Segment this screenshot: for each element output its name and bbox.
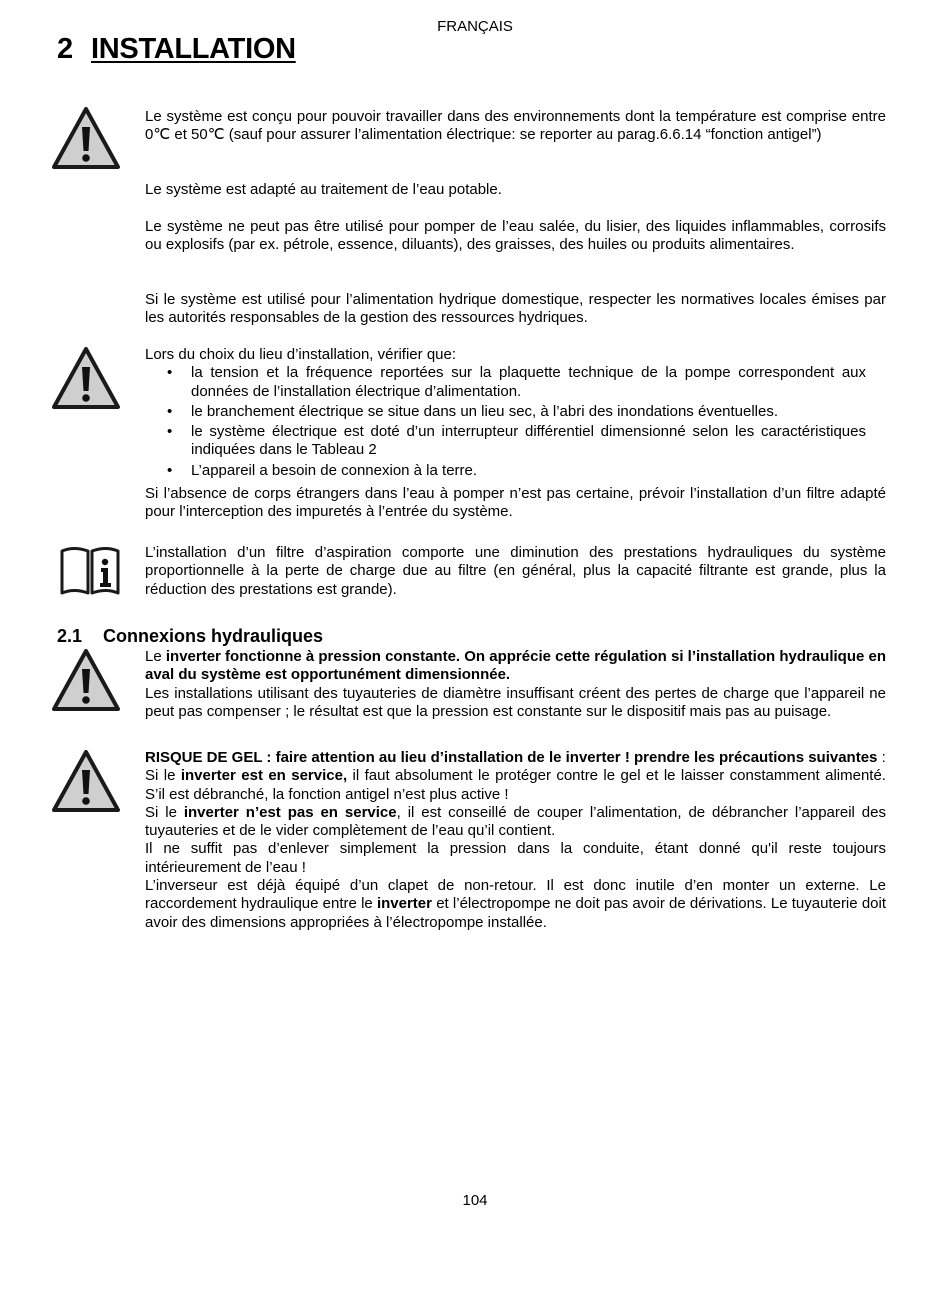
warning-icon xyxy=(50,647,122,713)
text-post: il faut absolument le protéger contre le gel et le laisser constamment alimenté. S’il est débranché, la fonction antigel n’est plus active ! xyxy=(145,767,886,803)
text-pre: L’inverseur est déjà équipé d’un clapet de non-retour. Il est donc inutile d’en monter un externe. Le raccordement hydraulique entre le xyxy=(145,877,886,913)
frost-title-bold: RISQUE DE GEL : faire attention au lieu d’installation de le inverter ! prendre les précautions suivantes xyxy=(145,749,878,766)
intro-paragraph-domestic: Si le système est utilisé pour l’alimentation hydrique domestique, respecter les normatives locales émises par les autorités responsables de la gestion des ressources hydriques. xyxy=(145,291,886,327)
checklist xyxy=(145,364,886,480)
text-pre: Si le xyxy=(145,803,184,821)
checklist-block xyxy=(145,346,886,522)
text-le: Le xyxy=(145,648,166,665)
intro-paragraph-temperature: Le système est conçu pour pouvoir travailler dans des environnements dont la température est comprise entre 0℃ et 50℃ (sauf pour assurer l’alimentation électrique: se reporter au parag.6.6.14 “fonction antigel”) xyxy=(145,108,886,144)
section-heading xyxy=(57,33,296,66)
subsection-number: 2.1 xyxy=(57,626,83,646)
manual-info-icon xyxy=(58,545,122,597)
list-item-text: la tension et la fréquence reportées sur la plaquette technique de la pompe correspondent aux données de l’installation électrique d’alimentation. xyxy=(191,364,866,400)
intro-paragraph-restrictions: Le système ne peut pas être utilisé pour pomper de l’eau salée, du lisier, des liquides inflammables, corrosifs ou explosifs (par ex. pétrole, essence, diluants), des graisses, des huiles ou produits alimentaires. xyxy=(145,218,886,254)
list-item-text: le système électrique est doté d’un interrupteur différentiel dimensionné selon les caractéristiques indiquées dans le Tableau 2 xyxy=(191,423,866,459)
subsection-title: Connexions hydrauliques xyxy=(103,626,324,646)
hydraulics-paragraph-pipes: Les installations utilisant des tuyauteries de diamètre insuffisant créent des pertes de charge que l’appareil ne peut pas compenser ; le résultat est que la pression est constante sur le dispositif mais pas au puisage. xyxy=(145,684,886,720)
list-item xyxy=(145,364,886,401)
frost-title-end: : xyxy=(877,749,886,766)
bullet: • xyxy=(167,423,173,441)
text-pre: Si le xyxy=(145,767,181,785)
section-number: 2 xyxy=(57,33,73,65)
checklist-lead: Lors du choix du lieu d’installation, vérifier que: xyxy=(145,346,457,363)
hydraulics-paragraph-pressure xyxy=(145,648,886,685)
text-post: , il est conseillé de couper l’alimentation, de débrancher l’appareil des tuyauteries et de le vider complètement de l’eau qu’il contient. xyxy=(145,803,886,840)
list-item xyxy=(145,423,886,460)
warning-icon xyxy=(50,345,122,411)
intro-paragraph-potable: Le système est adapté au traitement de l’eau potable. xyxy=(145,181,502,198)
warning-icon xyxy=(50,105,122,171)
pressure-statement: inverter fonctionne à pression constante. On apprécie cette régulation si l’installation hydraulique en aval du système est opportunément dimensionnée. xyxy=(145,648,887,684)
bullet: • xyxy=(167,402,173,420)
filter-paragraph: Si l’absence de corps étrangers dans l’eau à pomper n’est pas certaine, prévoir l’installation d’un filtre adapté pour l’interception des impuretés à l’entrée du système. xyxy=(145,485,886,521)
list-item xyxy=(145,403,886,421)
warning-icon xyxy=(50,748,122,814)
text-bold: inverter n’est pas en service xyxy=(183,803,397,821)
frost-check-valve xyxy=(145,877,886,932)
frost-block xyxy=(145,749,886,932)
list-item-text: L’appareil a besoin de connexion à la terre. xyxy=(191,461,478,479)
text-post: et l’électropompe ne doit pas avoir de dérivations. Le tuyauterie doit avoir des dimensions appropriées à l’électropompe installée. xyxy=(145,895,887,931)
section-title: INSTALLATION xyxy=(91,33,296,65)
header-language: FRANÇAIS xyxy=(437,18,513,35)
info-paragraph: L’installation d’un filtre d’aspiration comporte une diminution des prestations hydrauliques du système proportionnelle à la perte de charge due au filtre (en général, plus la capacité filtrante est grande, plus la réduction des prestations est grande). xyxy=(145,544,886,598)
subsection-heading xyxy=(57,626,323,647)
hydraulics-block xyxy=(145,648,886,721)
frost-in-service xyxy=(145,767,886,804)
frost-pressure-note: Il ne suffit pas d’enlever simplement la pression dans la conduite, étant donné qu'il reste toujours intérieurement de l’eau ! xyxy=(145,840,886,876)
bullet: • xyxy=(167,364,173,382)
text-bold: inverter xyxy=(376,895,432,913)
frost-title xyxy=(145,749,886,767)
bullet: • xyxy=(167,461,173,479)
page-number: 104 xyxy=(462,1192,488,1209)
frost-not-in-service xyxy=(145,804,886,841)
list-item xyxy=(145,462,886,480)
list-item-text: le branchement électrique se situe dans un lieu sec, à l’abri des inondations éventuelles. xyxy=(191,402,779,420)
text-bold: inverter est en service, xyxy=(180,767,348,785)
